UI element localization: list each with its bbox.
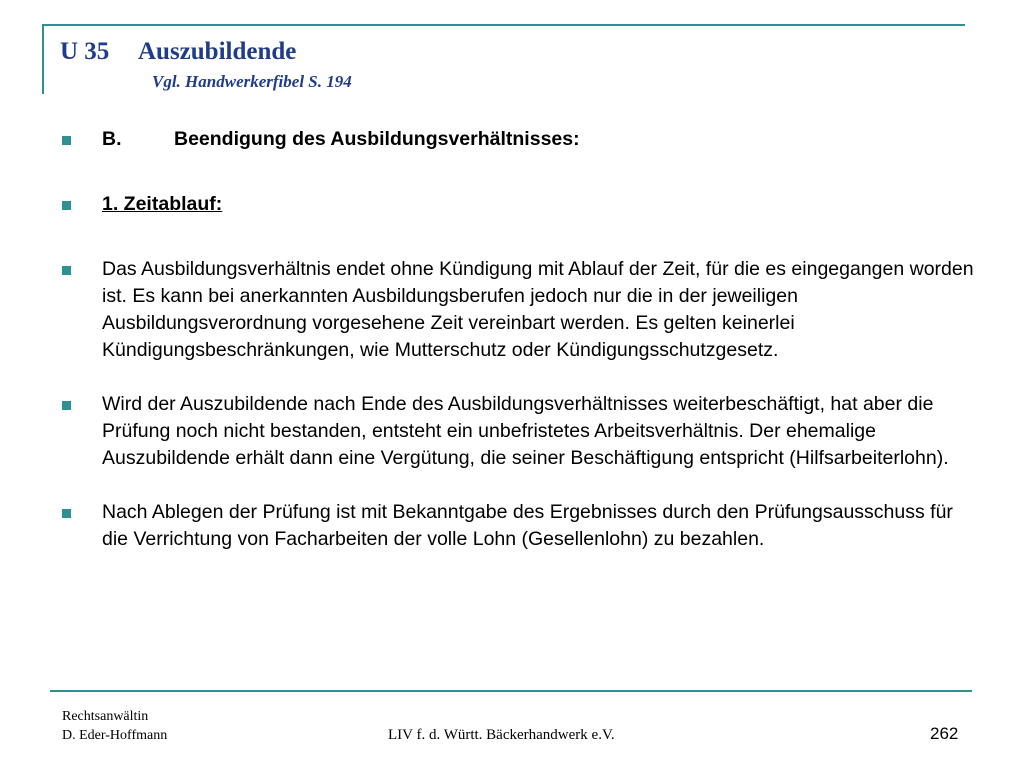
footer-author [62,707,167,745]
square-bullet-icon [62,201,71,210]
bullet-item-paragraph [62,391,982,472]
section-letter: B. [102,128,122,150]
square-bullet-icon [62,509,71,518]
bullet-item-paragraph [62,256,982,364]
section-heading: Beendigung des Ausbildungsverhältnisses: [174,128,580,150]
slide-content [62,126,982,580]
square-bullet-icon [62,136,71,145]
footer-author-line2: D. Eder-Hoffmann [62,728,168,743]
slide-title [60,38,296,66]
footer-author-line1: Rechtsanwältin [62,709,149,724]
bullet-item-section [62,126,982,153]
slide-title-text: Auszubildende [138,38,297,65]
slide-subtitle: Vgl. Handwerkerfibel S. 194 [152,72,352,91]
left-divider [42,24,44,94]
footer-organization: LIV f. d. Württ. Bäckerhandwerk e.V. [388,727,615,743]
bullet-item-paragraph [62,499,982,553]
page-number: 262 [930,724,959,743]
slide-number-label: U 35 [60,38,110,65]
square-bullet-icon [62,266,71,275]
paragraph-text: Das Ausbildungsverhältnis endet ohne Kündigung mit Ablauf der Zeit, für die es eingegangen worden ist. Es kann bei anerkannten Ausbildungsberufen jedoch nur die in der jeweiligen Ausbildungsverordnung vorgesehene Zeit vereinbart werden. Es gelten keinerlei Kündigungsbeschränkungen, wie Mutterschutz oder Kündigungsschutzgesetz. [102,258,974,361]
subheading: 1. Zeitablauf: [102,193,223,215]
paragraph-text: Wird der Auszubildende nach Ende des Ausbildungsverhältnisses weiterbeschäftigt, hat aber die Prüfung noch nicht bestanden, entsteht ein unbefristetes Arbeitsverhältnis. Der ehemalige Auszubildende erhält dann eine Vergütung, die seiner Beschäftigung entspricht (Hilfsarbeiterlohn). [102,393,949,469]
square-bullet-icon [62,401,71,410]
paragraph-text: Nach Ablegen der Prüfung ist mit Bekanntgabe des Ergebnisses durch den Prüfungsausschuss für die Verrichtung von Facharbeiten der volle Lohn (Gesellenlohn) zu bezahlen. [102,501,953,550]
bottom-divider [50,690,972,692]
bullet-item-subheading [62,191,982,218]
top-divider [42,24,965,26]
